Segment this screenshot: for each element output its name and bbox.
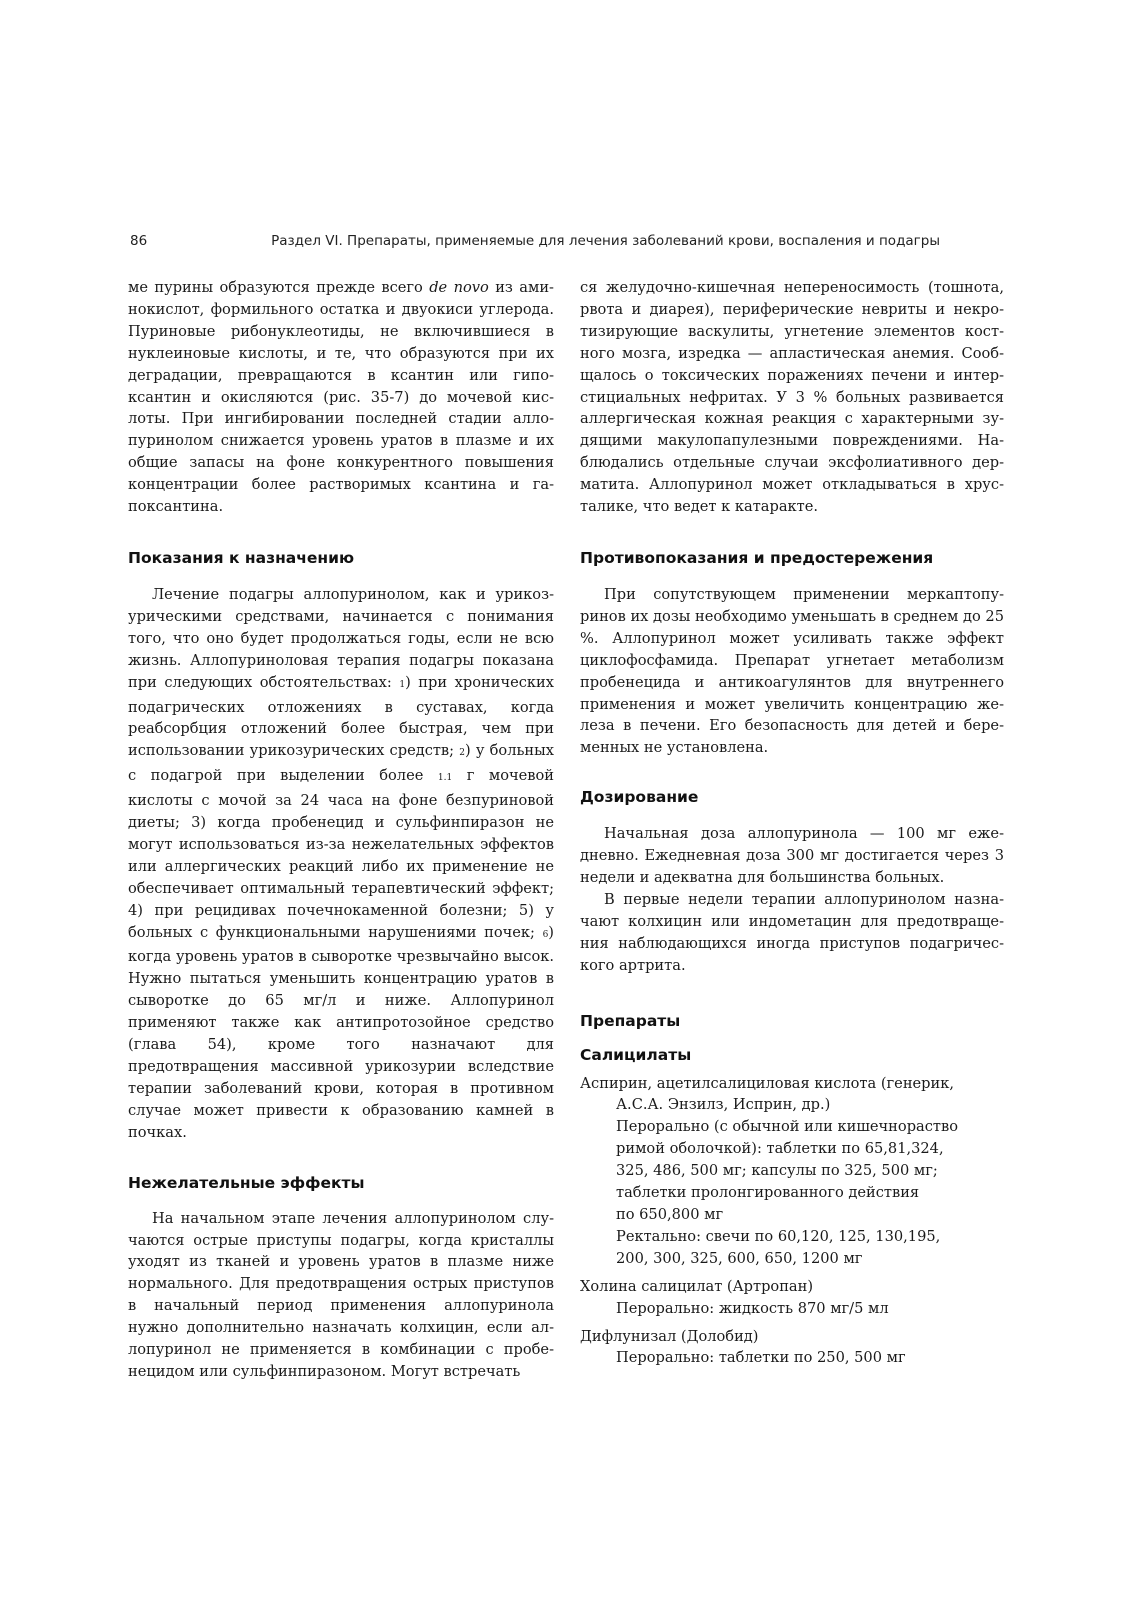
drug-line: Перорально: жидкость 870 мг/5 мл	[616, 1299, 889, 1317]
contraindications-paragraph: При сопутствующем применении меркаптопуринов их дозы необходимо уменьшать в среднем до 25 %. Аллопуринол может усиливать также эффект циклофосфамида. Препарат угнетает метаболизм пробенецида и антикоагулянтов для внутреннего применения и может увеличить концентрацию железа в печени. Его безопасность для детей и беременных не установлена.	[580, 585, 1004, 757]
dosing-paragraph-1: Начальная доза аллопуринола — 100 мг ежедневно. Ежедневная доза 300 мг достигается через 3 недели и адекватна для большинства больных.	[580, 825, 1004, 887]
drug-line: Ректально: свечи по 60,120, 125, 130,195,	[616, 1227, 941, 1245]
drug-entry-choline-salicylate	[580, 1276, 1004, 1320]
dosing-heading: Дозирование	[580, 788, 699, 807]
adverse-continuation-paragraph: ся желудочно-кишечная непереносимость (тошнота, рвота и диарея), периферические невриты и некротизирующие васкулиты, угнетение элементов костного мозга, изредка — апластическая анемия. Сообщалось о токсических поражениях печени и интерстициальных нефритах. У 3 % больных развивается аллергическая кожная реакция с характерными зудящими макулопапулезными повреждениями. Наблюдались отдельные случаи эксфолиативного дерматита. Аллопуринол может откладываться в хрусталике, что ведет к катаракте.	[580, 279, 1004, 516]
drug-line: 325, 486, 500 мг; капсулы по 325, 500 мг;	[616, 1162, 938, 1180]
drug-name: Холина салицилат (Артропан)	[580, 1277, 814, 1295]
intro-text-a: ме пурины образуются прежде всего	[128, 279, 430, 296]
drug-line: римой оболочкой): таблетки по 65,81,324,	[616, 1140, 944, 1158]
drugs-heading: Препараты	[580, 1011, 681, 1030]
dosing-paragraph-2: В первые недели терапии аллопуринолом назначают колхицин или индометацин для предотвращения наблюдающихся иногда приступов подагрического артрита.	[580, 890, 1004, 974]
indications-text-2: ) при хронических подагрических отложениях в суставах, когда реабсорбция отложений более быстрая, чем при использовании урикозурических средств;	[128, 673, 554, 760]
indications-text-1: Лечение подагры аллопуринолом, как и урикозурическими средствами, начинается с понимания того, что оно будет продолжаться годы, если не всю жизнь. Аллопуриноловая терапия подагры показана при следующих обстоятельствах:	[128, 585, 554, 691]
drug-entry-diflunisal	[580, 1326, 1004, 1370]
indications-text-3: ) у больных с подагрой при выделении более	[128, 742, 555, 785]
right-column	[580, 277, 1004, 1369]
contraindications-heading: Противопоказания и предостережения	[580, 548, 934, 567]
indications-text-5: ) когда уровень уратов в сыворотке чрезвычайно высок. Нужно пытаться уменьшить концентрацию уратов в сыворотке до 65 мг/л и ниже. Аллопуринол применяют также как антипротозойное средство (глава 54), кроме того назначают для предотвращения массивной урикозурии вследствие терапии заболеваний крови, которая в противном случае может привести к образованию камней в почках.	[128, 923, 554, 1141]
intro-paragraph	[128, 277, 554, 518]
indications-marker-4: 6	[542, 929, 549, 940]
drug-line: 200, 300, 325, 600, 650, 1200 мг	[616, 1249, 863, 1267]
indications-heading: Показания к назначению	[128, 548, 355, 567]
running-title: Раздел VI. Препараты, применяемые для лечения заболеваний крови, воспаления и подагры	[271, 233, 940, 249]
drug-line: А.С.А. Энзилз, Исприн, др.)	[616, 1096, 831, 1114]
indications-text-4: г мочевой кислоты с мочой за 24 часа на фоне безпуриновой диеты; 3) когда пробенецид и сульфинпиразон не могут использоваться из-за нежелательных эффектов или аллергических реакций либо их применение не обеспечивает оптимальный терапевтический эффект; 4) при рецидивах почечнокаменной болезни; 5) у больных с функциональными нарушениями почек;	[128, 767, 554, 941]
drug-line: Перорально (с обычной или кишечнораство	[616, 1118, 958, 1136]
intro-italic: de novo	[429, 279, 489, 296]
drug-name: Аспирин, ацетилсалициловая кислота (генерик,	[580, 1074, 955, 1092]
adverse-effects-paragraph: На начальном этапе лечения аллопуринолом случаются острые приступы подагры, когда кристаллы уходят из тканей и уровень уратов в плазме ниже нормального. Для предотвращения острых приступов в начальный период применения аллопуринола нужно дополнительно назначать колхицин, если аллопуринол не применяется в комбинации с пробенецидом или сульфинпиразоном. Могут встречать	[128, 1209, 554, 1380]
drug-name: Дифлунизал (Долобид)	[580, 1327, 759, 1345]
indications-marker-3: 1.1	[437, 773, 453, 784]
intro-text-b: из аминокислот, формильного остатка и двуокиси углерода. Пуриновые рибонуклеотиды, не включившиеся в нуклеиновые кислоты, и те, что образуются при их деградации, превращаются в ксантин или гипоксантин и окисляются (рис. 35-7) до мочевой кислоты. При ингибировании последней стадии аллопуринолом снижается уровень уратов в плазме и их общие запасы на фоне конкурентного повышения концентрации более растворимых ксантина и гапоксантина.	[128, 279, 554, 516]
page-number: 86	[130, 233, 148, 249]
indications-paragraph	[128, 584, 554, 1144]
drug-line: Перорально: таблетки по 250, 500 мг	[616, 1349, 906, 1367]
drug-line: таблетки пролонгированного действия	[616, 1184, 920, 1202]
running-header	[130, 233, 940, 253]
drug-entry-aspirin	[580, 1073, 1004, 1270]
indications-marker-2: 2	[459, 748, 465, 759]
adverse-effects-heading: Нежелательные эффекты	[128, 1173, 365, 1192]
drug-line: по 650,800 мг	[616, 1206, 724, 1223]
salicylates-subheading: Салицилаты	[580, 1045, 692, 1064]
indications-marker-1: 1	[399, 679, 406, 690]
left-column	[128, 277, 554, 1383]
